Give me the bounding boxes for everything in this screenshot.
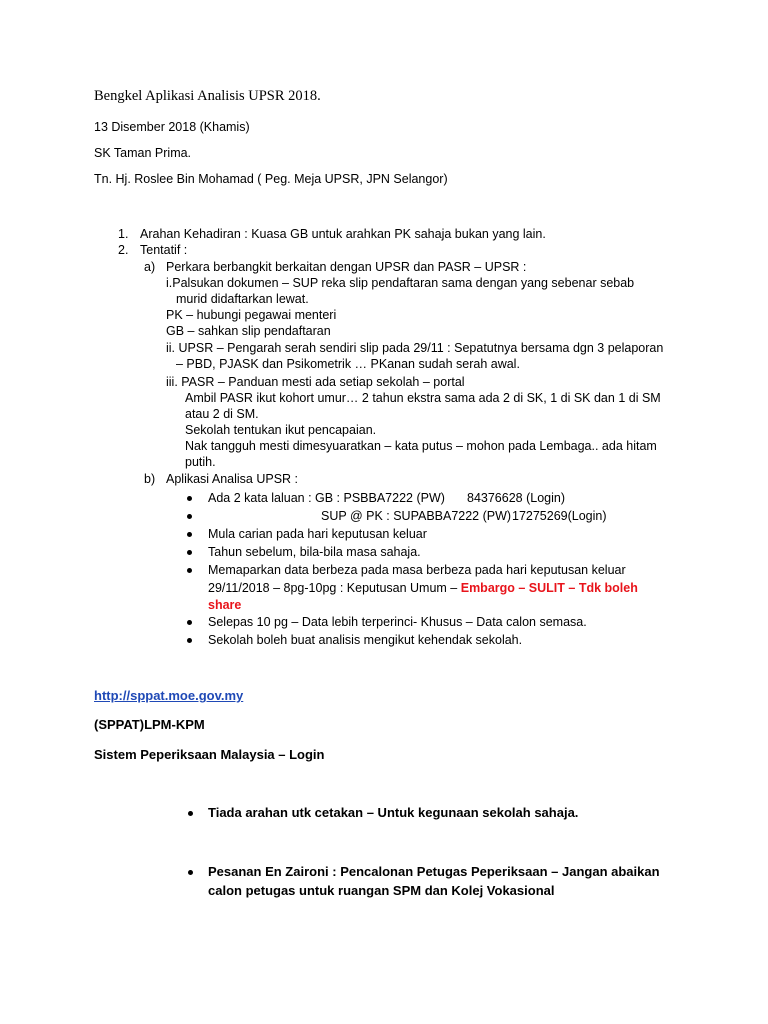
item-number-1: 1. <box>118 227 129 241</box>
bullet-b2: SUP @ PK : SUPABBA7222 (PW) <box>321 509 512 523</box>
bullet-b1-login: 84376628 (Login) <box>467 491 565 505</box>
embargo-warning-cont: share <box>208 598 242 612</box>
bullet-icon <box>187 514 192 519</box>
document-title: Bengkel Aplikasi Analisis UPSR 2018. <box>94 88 321 104</box>
point-i-line2: murid didaftarkan lewat. <box>176 292 309 306</box>
bullet-icon <box>187 638 192 643</box>
sub-label-a: a) <box>144 260 156 274</box>
point-iii-line6: putih. <box>185 455 216 469</box>
point-pk: PK – hubungi pegawai menteri <box>166 308 337 322</box>
point-iii-line3: atau 2 di SM. <box>185 407 259 421</box>
point-ii-line2: – PBD, PJASK dan Psikometrik … PKanan sudah serah awal. <box>176 357 520 371</box>
bullet-icon <box>187 532 192 537</box>
embargo-warning: Embargo – SULIT – Tdk boleh <box>460 581 638 595</box>
point-iii-line4: Sekolah tentukan ikut pencapaian. <box>185 423 377 437</box>
sppat-link[interactable]: http://sppat.moe.gov.my <box>94 688 244 703</box>
point-iii-line1: iii. PASR – Panduan mesti ada setiap sekolah – portal <box>166 375 465 389</box>
bullet-b2-login: 17275269(Login) <box>512 509 607 523</box>
bullet-icon <box>187 568 192 573</box>
note-print: Tiada arahan utk cetakan – Untuk kegunaan sekolah sahaja. <box>208 805 579 820</box>
bullet-icon <box>187 620 192 625</box>
bullet-b6: Selepas 10 pg – Data lebih terperinci- Khusus – Data calon semasa. <box>208 615 587 629</box>
note-zaironi-line1: Pesanan En Zaironi : Pencalonan Petugas Peperiksaan – Jangan abaikan <box>208 864 660 879</box>
org-line: (SPPAT)LPM-KPM <box>94 717 205 732</box>
system-line: Sistem Peperiksaan Malaysia – Login <box>94 747 325 762</box>
point-gb: GB – sahkan slip pendaftaran <box>166 324 331 338</box>
point-i-line1: i.Palsukan dokumen – SUP reka slip pendaftaran sama dengan yang sebenar sebab <box>166 276 635 290</box>
bullet-b4: Tahun sebelum, bila-bila masa sahaja. <box>208 545 421 559</box>
sub-text-a: Perkara berbangkit berkaitan dengan UPSR dan PASR – UPSR : <box>166 260 527 274</box>
item-text-2: Tentatif : <box>140 243 188 257</box>
bullet-b3: Mula carian pada hari keputusan keluar <box>208 527 427 541</box>
bullet-icon <box>187 550 192 555</box>
speaker-line: Tn. Hj. Roslee Bin Mohamad ( Peg. Meja UPSR, JPN Selangor) <box>94 172 448 186</box>
date-line: 13 Disember 2018 (Khamis) <box>94 120 250 134</box>
item-text-1: Arahan Kehadiran : Kuasa GB untuk arahkan PK sahaja bukan yang lain. <box>140 227 546 241</box>
bullet-b5-line1: Memaparkan data berbeza pada masa berbeza pada hari keputusan keluar <box>208 563 626 577</box>
bullet-b1: Ada 2 kata laluan : GB : PSBBA7222 (PW) <box>208 491 445 505</box>
sub-text-b: Aplikasi Analisa UPSR : <box>166 472 299 486</box>
point-iii-line5: Nak tangguh mesti dimesyuaratkan – kata putus – mohon pada Lembaga.. ada hitam <box>185 439 657 453</box>
bullet-icon <box>188 870 193 875</box>
point-iii-line2: Ambil PASR ikut kohort umur… 2 tahun ekstra sama ada 2 di SK, 1 di SK dan 1 di SM <box>185 391 661 405</box>
bullet-b5-line2 <box>208 580 638 596</box>
bullet-b7: Sekolah boleh buat analisis mengikut kehendak sekolah. <box>208 633 523 647</box>
note-zaironi-line2: calon petugas untuk ruangan SPM dan Kolej Vokasional <box>208 883 555 898</box>
bullet-icon <box>187 496 192 501</box>
bullet-b5-text: 29/11/2018 – 8pg-10pg : Keputusan Umum – <box>208 581 461 595</box>
sub-label-b: b) <box>144 472 156 486</box>
venue-line: SK Taman Prima. <box>94 146 192 160</box>
point-ii-line1: ii. UPSR – Pengarah serah sendiri slip pada 29/11 : Sepatutnya bersama dgn 3 pelaporan <box>166 341 664 355</box>
bullet-icon <box>188 811 193 816</box>
item-number-2: 2. <box>118 243 129 257</box>
